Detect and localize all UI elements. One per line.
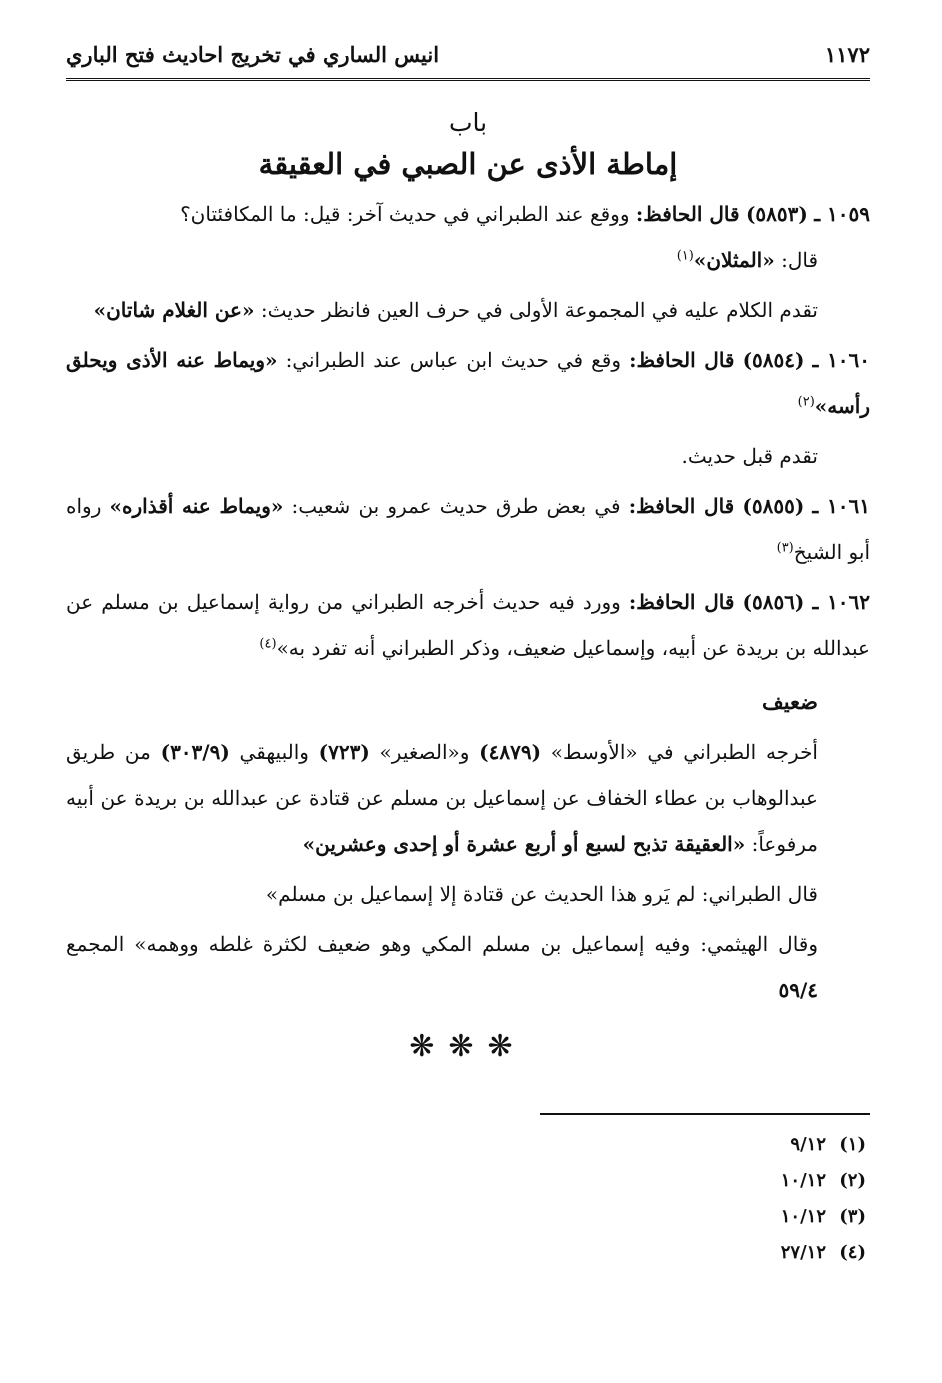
footnote-number: (١): [839, 1134, 866, 1155]
footnote-item: [66, 1127, 870, 1163]
entry-number: ١٠٦٢ ـ: [812, 590, 871, 614]
takhrij-ref: (٤٨٧٩): [479, 740, 542, 764]
haythami-text: وقال الهيثمي: وفيه إسماعيل بن مسلم المكي وهو ضعيف لكثرة غلطه ووهمه» المجمع: [66, 932, 818, 956]
chapter-heading: [66, 105, 870, 187]
footnote-item: [66, 1163, 870, 1199]
takhrij-ref: (٣٠٣/٩): [160, 740, 230, 764]
takhrij-text: و«الصغير»: [369, 740, 480, 764]
entry-speaker: قال الحافظ:: [629, 348, 735, 372]
hadith-entry-1062: [66, 579, 870, 671]
entry-speaker: قال الحافظ:: [628, 590, 735, 614]
footnote-marker[interactable]: (٤): [259, 636, 277, 652]
footnote-marker[interactable]: (١): [676, 248, 694, 264]
takhrij-ref: (٧٢٣): [318, 740, 370, 764]
entry-text: وورد فيه حديث أخرجه الطبراني من رواية إسماعيل بن مسلم عن عبدالله بن بريدة عن أبيه، وإسماعيل ضعيف، وذكر الطبراني أنه تفرد به»: [66, 590, 870, 660]
page-number: ١١٧٢: [824, 42, 870, 67]
commentary-paragraph: [66, 287, 870, 333]
commentary-quote: «عن الغلام شاتان»: [93, 298, 255, 322]
running-header: [66, 38, 870, 81]
entry-answer-line: [66, 237, 870, 283]
haythami-ref: ٥٩/٤: [778, 978, 818, 1002]
entry-text-after: رواه أبو الشيخ: [66, 494, 870, 564]
entry-reference: (٥٨٥٣): [745, 202, 808, 226]
footnote-marker[interactable]: (٢): [797, 394, 815, 410]
footnotes: [66, 1127, 870, 1271]
footnote-number: (٣): [839, 1206, 866, 1227]
takhrij-quote: «العقيقة تذبح لسبع أو أربع عشرة أو إحدى وعشرين»: [302, 832, 746, 856]
tabarani-note: قال الطبراني: لم يَرو هذا الحديث عن قتادة إلا إسماعيل بن مسلم»: [265, 882, 818, 906]
entry-number: ١٠٥٩ ـ: [814, 202, 870, 226]
entry-reference: (٥٨٥٥): [742, 494, 805, 518]
chapter-title: إماطة الأذى عن الصبي في العقيقة: [258, 147, 678, 181]
commentary-paragraph: تقدم قبل حديث.: [681, 444, 818, 468]
footnote-text: ١٠/١٢: [780, 1206, 826, 1227]
takhrij-text: من طريق عبدالوهاب بن عطاء الخفاف عن إسماعيل بن مسلم عن قتادة عن عبدالله بن بريدة عن أبيه مرفوعاً:: [66, 740, 818, 856]
entry-quote: «ويماط عنه الأذى ويحلق رأسه»: [66, 348, 870, 418]
book-title: انيس الساري في تخريج احاديث فتح الباري: [66, 42, 440, 67]
entry-answer-prefix: قال:: [774, 248, 818, 272]
hadith-grade: ضعيف: [761, 689, 818, 714]
section-divider-ornament: ❋❋❋: [409, 1029, 527, 1064]
hadith-entry-1060: [66, 337, 870, 429]
footnote-item: [66, 1235, 870, 1271]
hadith-entry-1059: [66, 191, 870, 283]
entry-reference: (٥٨٥٦): [742, 590, 805, 614]
footnote-text: ٢٧/١٢: [780, 1242, 826, 1263]
entry-reference: (٥٨٥٤): [742, 348, 805, 372]
chapter-label: باب: [448, 108, 488, 137]
entry-text: وقع في حديث ابن عباس عند الطبراني:: [277, 348, 630, 372]
entry-text: ووقع عند الطبراني في حديث آخر: قيل: ما المكافئتان؟: [180, 202, 636, 226]
footnote-text: ٩/١٢: [790, 1134, 826, 1155]
entry-number: ١٠٦١ ـ: [812, 494, 870, 518]
entry-quote: «ويماط عنه أقذاره»: [109, 494, 284, 518]
footnote-item: [66, 1199, 870, 1235]
takhrij-text: والبيهقي: [229, 740, 319, 764]
entry-answer-quote: «المثلان»: [693, 248, 775, 272]
entry-speaker: قال الحافظ:: [628, 494, 735, 518]
entry-speaker: قال الحافظ:: [635, 202, 740, 226]
footnote-number: (٢): [839, 1170, 866, 1191]
haythami-note: [66, 921, 870, 1013]
entry-text: في بعض طرق حديث عمرو بن شعيب:: [283, 494, 629, 518]
footnote-marker[interactable]: (٣): [776, 540, 794, 556]
commentary-text: تقدم الكلام عليه في المجموعة الأولى في حرف العين فانظر حديث:: [254, 298, 818, 322]
footnote-number: (٤): [839, 1242, 866, 1263]
entry-number: ١٠٦٠ ـ: [812, 348, 871, 372]
takhrij-text: أخرجه الطبراني في «الأوسط»: [541, 740, 818, 764]
footnote-text: ١٠/١٢: [780, 1170, 826, 1191]
footnote-rule: [540, 1113, 870, 1115]
takhrij-paragraph: [66, 729, 870, 867]
hadith-entry-1061: [66, 483, 870, 575]
